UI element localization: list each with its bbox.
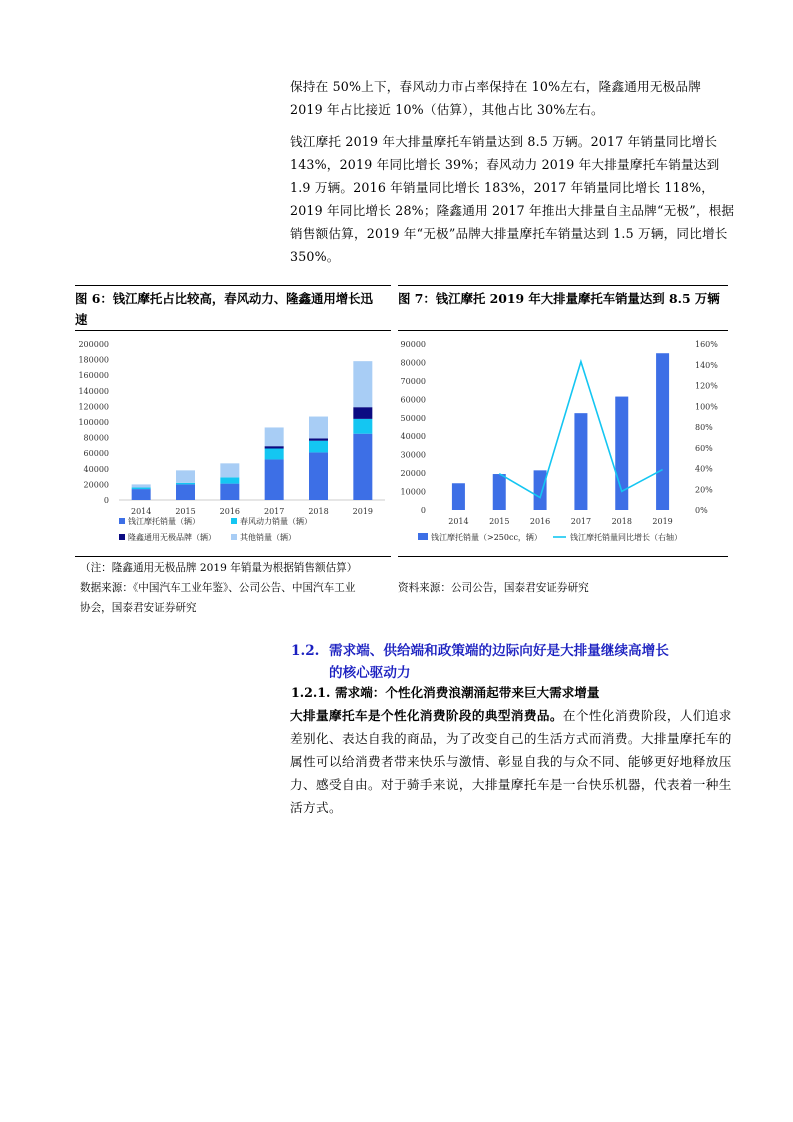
bar-segment [132, 489, 151, 500]
x-tick-label: 2017 [263, 507, 285, 516]
y-tick-label: 20000 [83, 480, 109, 490]
bar [615, 397, 628, 510]
legend-swatch [231, 534, 237, 540]
bar-segment [132, 488, 151, 490]
p3-text: 在个性化消费阶段，人们追求差别化、表达自我的商品，为了改变自己的生活方式而消费。大排量摩托车的属性可以给消费者带来快乐与激情、彰显自我的与众不同、能够更好地释放压力、感受自由。对于骑手来说，大排量摩托车是一台快乐机器，代表着一种生活方式。 [290, 708, 732, 815]
bar [656, 353, 669, 510]
bar-segment [220, 484, 239, 500]
y-tick-label: 40000 [83, 464, 109, 474]
figure-6-note: （注：隆鑫通用无极品牌 2019 年销量为根据销售额估算） [80, 562, 358, 574]
y-right-tick-label: 160% [695, 340, 718, 349]
y-tick-label: 0 [103, 496, 109, 505]
section-number: 1.2. [291, 643, 320, 659]
y-right-tick-label: 80% [695, 423, 713, 432]
bar [534, 470, 547, 510]
bar-segment [220, 477, 239, 483]
body-paragraph-3 [290, 704, 735, 819]
bar-segment [265, 459, 284, 500]
subsection-title: 需求端：个性化消费浪潮涌起带来巨大需求增量 [335, 685, 600, 700]
x-tick-label: 2018 [611, 517, 632, 526]
y-tick-label: 120000 [78, 402, 109, 412]
legend-swatch [418, 533, 428, 540]
y-right-tick-label: 0% [695, 506, 708, 515]
figure-6-source-line2: 协会，国泰君安证券研究 [80, 602, 197, 614]
legend-label: 春风动力销量（辆） [240, 517, 312, 526]
bar-segment [353, 407, 372, 419]
section-title-line1: 需求端、供给端和政策端的边际向好是大排量继续高增长 [329, 643, 669, 659]
y-left-tick-label: 60000 [400, 395, 426, 405]
bar-segment [132, 484, 151, 487]
y-right-tick-label: 20% [695, 485, 713, 495]
fig6-top-rule [75, 285, 391, 286]
y-right-tick-label: 100% [695, 402, 718, 412]
x-tick-label: 2015 [175, 507, 196, 516]
x-tick-label: 2015 [489, 517, 510, 526]
figure-6-title: 图 6：钱江摩托占比较高，春风动力、隆鑫通用增长迅速 [75, 291, 373, 327]
y-left-tick-label: 80000 [400, 358, 426, 368]
y-tick-label: 140000 [78, 386, 109, 396]
x-tick-label: 2019 [652, 517, 673, 526]
bar [452, 483, 465, 510]
figure-7-chart [398, 334, 728, 550]
y-left-tick-label: 40000 [400, 432, 426, 442]
y-tick-label: 60000 [83, 449, 109, 459]
bar-segment [265, 446, 284, 448]
x-tick-label: 2016 [529, 517, 551, 526]
y-right-tick-label: 60% [695, 443, 713, 453]
subsection-number: 1.2.1. [291, 685, 331, 700]
y-left-tick-label: 10000 [400, 487, 426, 497]
subsection-heading [291, 683, 599, 703]
legend-label: 钱江摩托销量同比增长（右轴） [570, 533, 682, 542]
y-left-tick-label: 20000 [400, 469, 426, 479]
fig7-title-rule [398, 330, 728, 331]
fig7-bottom-rule [398, 556, 728, 557]
bar-segment [353, 419, 372, 434]
bar-segment [176, 483, 195, 485]
section-title-line2: 的核心驱动力 [329, 665, 411, 681]
y-left-tick-label: 30000 [400, 450, 426, 460]
y-tick-label: 100000 [78, 418, 109, 427]
legend-swatch [231, 518, 237, 524]
bar-segment [265, 449, 284, 460]
y-tick-label: 200000 [78, 340, 109, 349]
bar-segment [176, 470, 195, 482]
bar-segment [309, 441, 328, 453]
p3-lead-sentence: 大排量摩托车是个性化消费阶段的典型消费品。 [290, 708, 563, 723]
x-tick-label: 2019 [352, 507, 374, 516]
body-paragraph-1: 保持在 50%上下，春风动力市占率保持在 10%左右，隆鑫通用无极品牌 2019 年占比接近 10%（估算），其他占比 30%左右。 [290, 79, 702, 117]
x-tick-label: 2014 [448, 517, 469, 526]
bar-segment [309, 417, 328, 439]
figure-7-source: 资料来源：公司公告，国泰君安证券研究 [398, 582, 589, 594]
legend-swatch [119, 518, 125, 524]
bar-segment [353, 361, 372, 407]
bar-segment [309, 438, 328, 440]
bar [574, 413, 587, 510]
y-left-tick-label: 0 [420, 506, 426, 515]
y-left-tick-label: 90000 [400, 340, 426, 349]
bar-segment [353, 434, 372, 500]
x-tick-label: 2018 [308, 507, 329, 516]
y-right-tick-label: 40% [695, 464, 713, 474]
y-right-tick-label: 120% [695, 381, 718, 391]
fig6-bottom-rule [75, 556, 391, 557]
y-tick-label: 80000 [83, 433, 109, 443]
y-left-tick-label: 70000 [400, 376, 426, 386]
bar-segment [265, 427, 284, 446]
x-tick-label: 2014 [130, 507, 152, 516]
bar-segment [309, 452, 328, 500]
bar [493, 474, 506, 510]
legend-swatch [119, 534, 125, 540]
bar-segment [176, 484, 195, 500]
fig7-top-rule [398, 285, 728, 286]
y-left-tick-label: 50000 [400, 413, 426, 423]
fig6-title-rule [75, 330, 391, 331]
section-heading [291, 640, 751, 684]
bar-segment [220, 463, 239, 477]
figure-7-title: 图 7：钱江摩托 2019 年大排量摩托车销量达到 8.5 万辆 [398, 291, 720, 306]
y-tick-label: 160000 [78, 371, 109, 381]
y-right-tick-label: 140% [695, 360, 718, 370]
body-paragraph-2: 钱江摩托 2019 年大排量摩托车销量达到 8.5 万辆。2017 年销量同比增长 143%，2019 年同比增长 39%；春风动力 2019 年大排量摩托车销量达到 1.9 万辆。2016 年销量同比增长 183%，2017 年销量同比增长 118%，2019 年同比增长 28%；隆鑫通用 2017 年推出大排量自主品牌“无极”，根据销售额估算，2019 年“无极”品牌大排量摩托车销量达到 1.5 万辆，同比增长 350%。 [290, 134, 735, 264]
y-tick-label: 180000 [78, 355, 109, 365]
legend-label: 其他销量（辆） [240, 533, 296, 542]
figure-6-source-line1: 数据来源：《中国汽车工业年鉴》、公司公告、中国汽车工业 [80, 582, 356, 594]
x-tick-label: 2017 [570, 517, 592, 526]
legend-label: 钱江摩托销量（>250cc，辆） [431, 533, 542, 542]
figure-6-chart [75, 334, 391, 550]
legend-label: 隆鑫通用无极品牌（辆） [128, 533, 216, 542]
x-tick-label: 2016 [219, 507, 241, 516]
legend-label: 钱江摩托销量（辆） [128, 517, 200, 526]
